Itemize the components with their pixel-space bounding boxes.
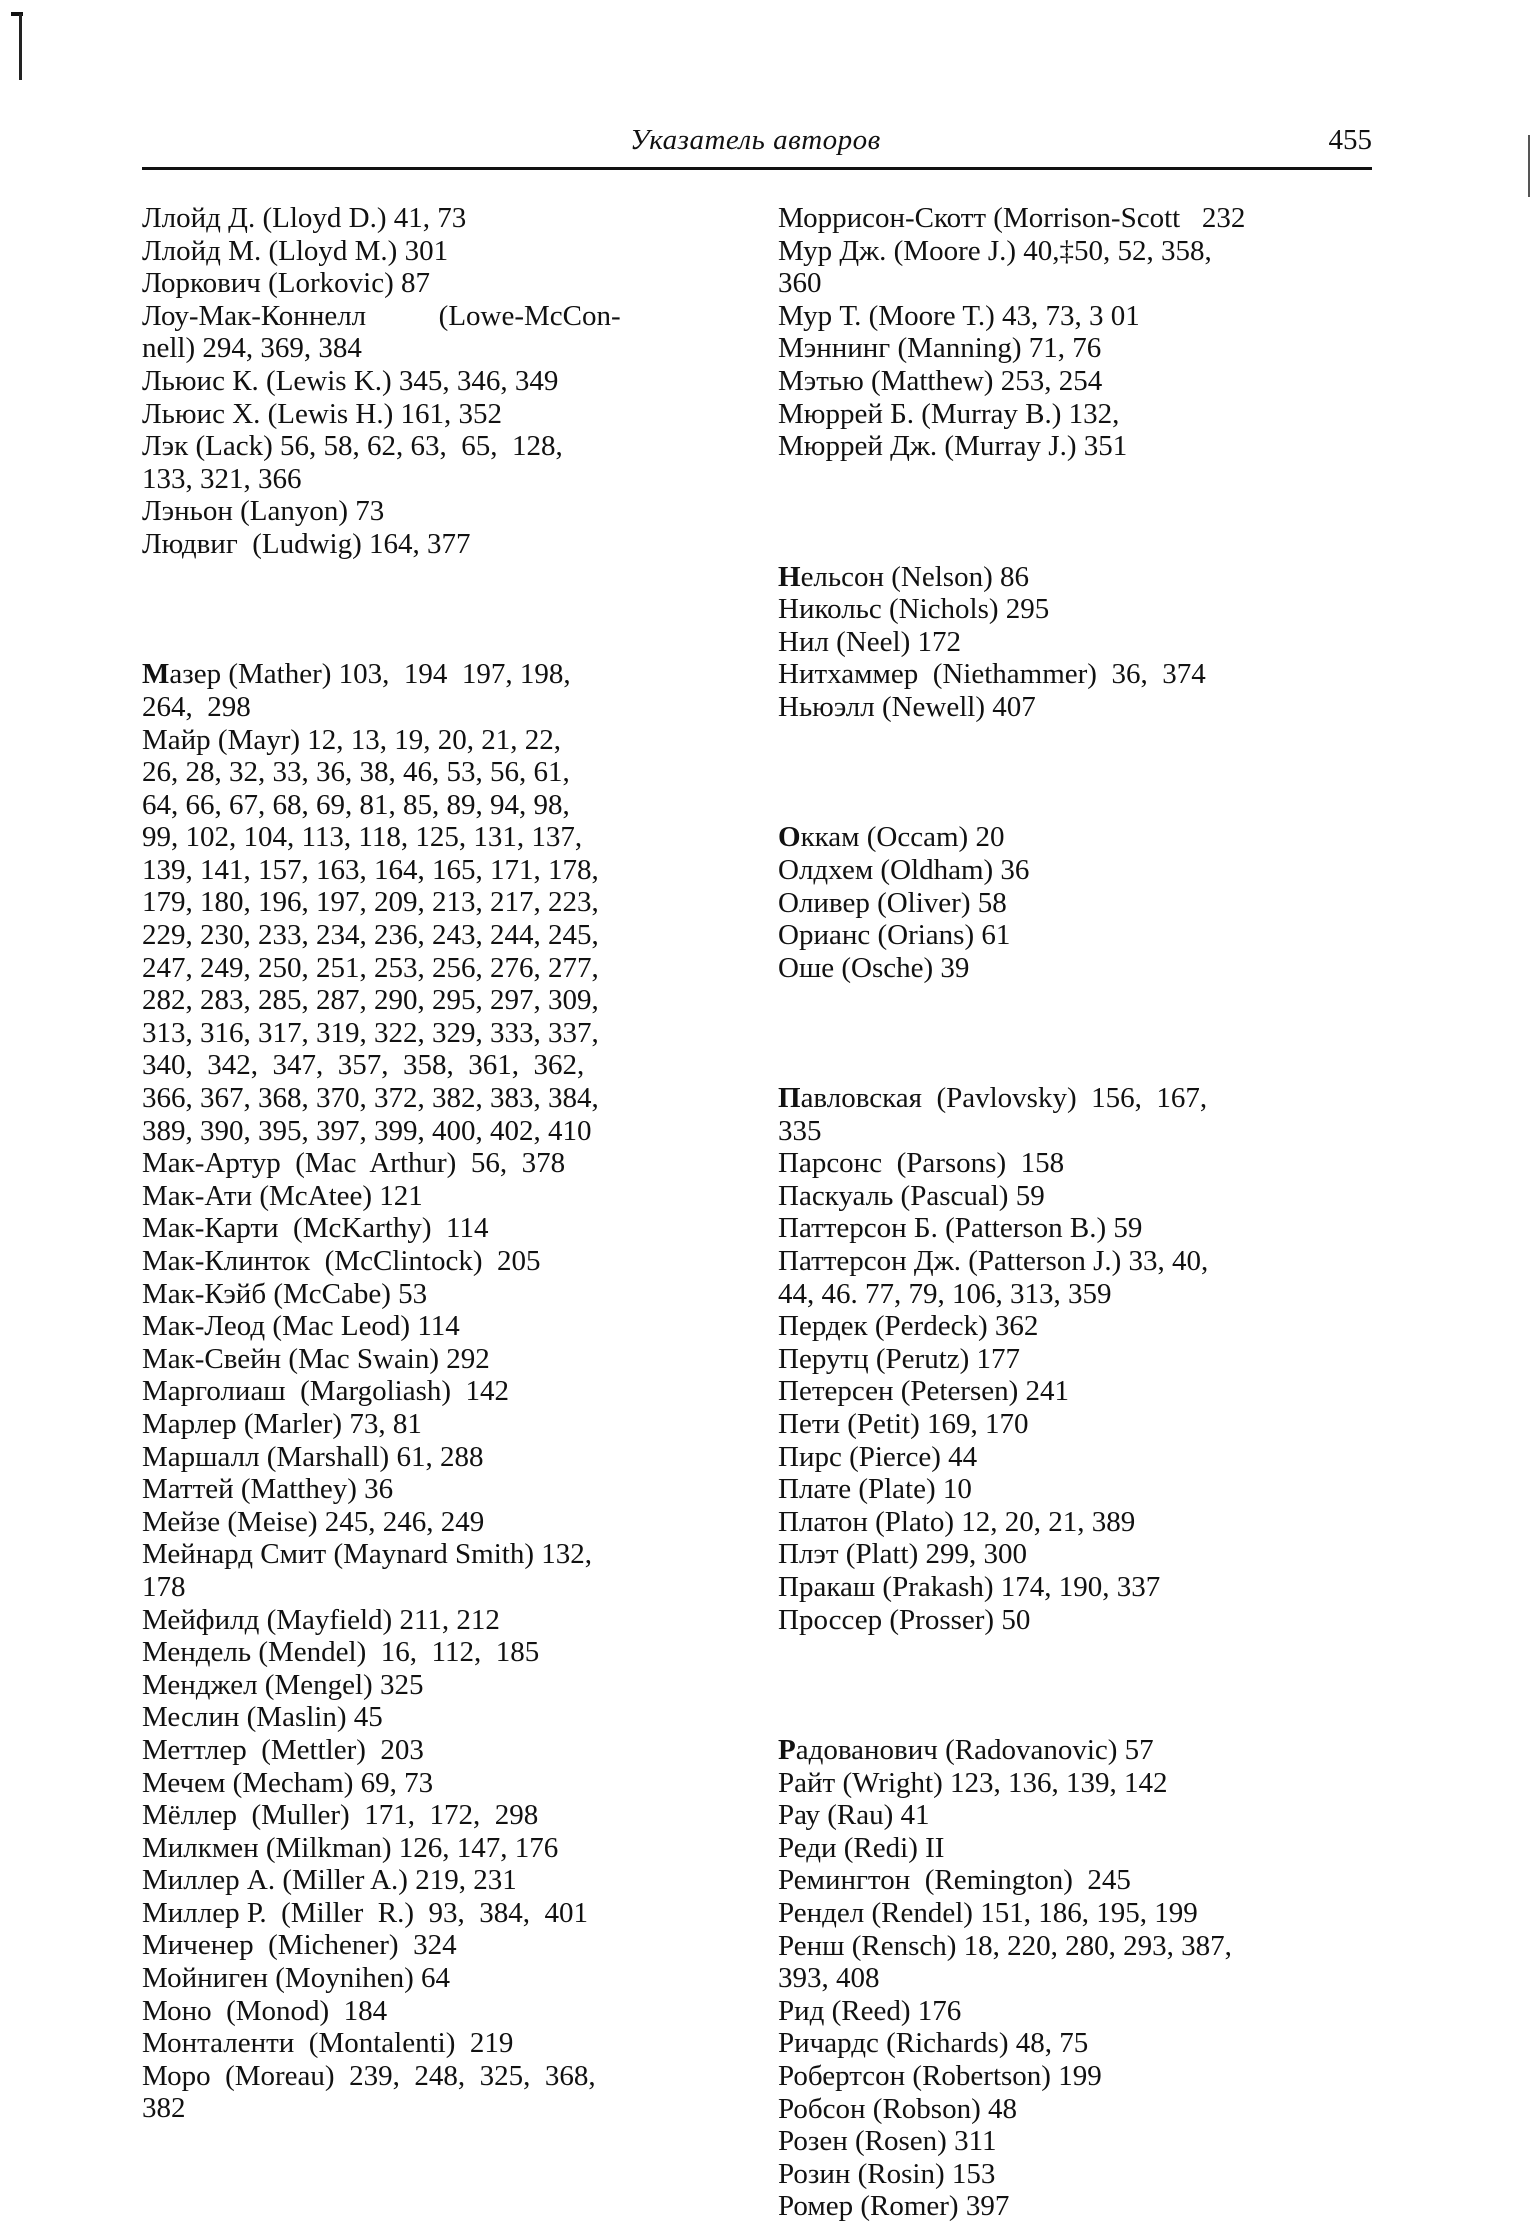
index-entry: Плэт (Platt) 299, 300 — [778, 1538, 1028, 1571]
index-entry-first — [778, 1082, 1358, 1147]
index-entry: Робертсон (Robertson) 199 — [778, 2059, 1102, 2092]
index-entry: Моро (Moreau) 239, 248, 325, 368, 382 — [142, 2059, 596, 2125]
index-entry: Льюис К. (Lewis K.) 345, 346, 349 — [142, 364, 559, 397]
index-entry: Лоркович (Lorkovic) 87 — [142, 267, 430, 300]
group-lead-letter: М — [142, 658, 170, 691]
index-entry: Оливер (Oliver) 58 — [778, 886, 1007, 919]
index-entry-text: авловская (Pavlovsky) 156, 167, 335 — [778, 1082, 1208, 1147]
group-lead-letter: П — [778, 1082, 801, 1115]
group-lead-letter: О — [778, 821, 801, 854]
index-entry: Мак-Клинток (McClintock) 205 — [142, 1245, 541, 1278]
index-entry: Никольс (Nichols) 295 — [778, 593, 1050, 626]
group-spacer — [778, 984, 1358, 1082]
running-title: Указатель авторов — [630, 124, 881, 156]
index-entry: Меслин (Maslin) 45 — [142, 1701, 383, 1734]
index-entry: Проссер (Prosser) 50 — [778, 1603, 1031, 1636]
index-entry: Миллер А. (Miller A.) 219, 231 — [142, 1864, 517, 1897]
index-entry: Нитхаммер (Niethammer) 36, 374 — [778, 658, 1206, 691]
corner-mark-stem — [19, 14, 22, 80]
index-entry: Монталенти (Montalenti) 219 — [142, 2027, 514, 2060]
index-entry: Пети (Petit) 169, 170 — [778, 1408, 1029, 1441]
group-lead-letter: Н — [778, 560, 801, 593]
index-entry: Ллойд Д. (Lloyd D.) 41, 73 — [142, 202, 467, 234]
index-entry: Маршалл (Marshall) 61, 288 — [142, 1440, 484, 1473]
index-entry: Рау (Rau) 41 — [778, 1799, 930, 1832]
index-entry: Мур Т. (Moore T.) 43, 73, 3 01 — [778, 299, 1140, 332]
index-entry-text: азер (Mather) 103, 194 197, 198, 264, 298 — [142, 658, 571, 723]
index-entry: Ллойд М. (Lloyd M.) 301 — [142, 234, 449, 267]
index-entry: Марлер (Marler) 73, 81 — [142, 1407, 422, 1440]
running-head — [142, 118, 1372, 166]
index-entry: Менджел (Mengel) 325 — [142, 1668, 424, 1701]
index-entry: Пирс (Pierce) 44 — [778, 1440, 978, 1473]
index-entry: Мак-Леод (Mac Leod) 114 — [142, 1310, 460, 1343]
index-entry: Мэтью (Matthew) 253, 254 — [778, 364, 1103, 397]
index-group-o — [778, 821, 1358, 984]
index-column-right — [778, 202, 1358, 2223]
header-rule — [142, 167, 1372, 170]
index-entry: Маттей (Matthey) 36 — [142, 1473, 394, 1506]
index-entry: Моррисон-Скотт (Morrison-Scott 232 — [778, 202, 1246, 234]
index-entry: Лоу-Мак-Коннелл (Lowe-McCon- nell) 294, 369, 384 — [142, 299, 621, 365]
index-group-p — [778, 1082, 1358, 1636]
index-entry: Нил (Neel) 172 — [778, 625, 961, 658]
index-entry: Реди (Redi) II — [778, 1831, 945, 1864]
index-entry-first — [778, 561, 1358, 594]
index-entry: Мейнард Смит (Maynard Smith) 132, 178 — [142, 1538, 592, 1603]
index-entry: Мейзе (Meise) 245, 246, 249 — [142, 1505, 485, 1538]
index-entry: Людвиг (Ludwig) 164, 377 — [142, 527, 471, 560]
index-entry: Мейфилд (Mayfield) 211, 212 — [142, 1603, 500, 1636]
index-group-m — [142, 658, 722, 2125]
index-entry: Паттерсон Б. (Patterson B.) 59 — [778, 1212, 1143, 1245]
index-entry: Робсон (Robson) 48 — [778, 2092, 1017, 2125]
index-entry: Мэннинг (Manning) 71, 76 — [778, 332, 1102, 365]
group-spacer — [142, 561, 722, 659]
index-entry: Петерсен (Petersen) 241 — [778, 1375, 1070, 1408]
index-entry-text: ккам (Occam) 20 — [800, 821, 1005, 854]
index-entry: Райт (Wright) 123, 136, 139, 142 — [778, 1766, 1168, 1799]
index-entry: Марголиаш (Margoliash) 142 — [142, 1375, 510, 1408]
index-entry: Розин (Rosin) 153 — [778, 2157, 996, 2190]
index-entry: Оше (Osche) 39 — [778, 951, 970, 984]
index-group-m-continued — [778, 202, 1358, 463]
index-entry-first — [778, 821, 1358, 854]
index-entry: Мендель (Mendel) 16, 112, 185 — [142, 1636, 540, 1669]
index-column-left — [142, 202, 722, 2125]
index-entry: Мечем (Mecham) 69, 73 — [142, 1766, 434, 1799]
index-entry: Рид (Reed) 176 — [778, 1994, 962, 2027]
index-entry: Мур Дж. (Moore J.) 40,‡50, 52, 358, 360 — [778, 234, 1212, 300]
index-entry: Паскуаль (Pascual) 59 — [778, 1179, 1045, 1212]
index-entry: Парсонс (Parsons) 158 — [778, 1147, 1065, 1180]
index-entry: Плате (Plate) 10 — [778, 1473, 972, 1506]
index-entry: Ренш (Rensch) 18, 220, 280, 293, 387, 393, 408 — [778, 1929, 1232, 1995]
index-entry: Миллер Р. (Miller R.) 93, 384, 401 — [142, 1896, 589, 1929]
index-entry: Пракаш (Prakash) 174, 190, 337 — [778, 1570, 1161, 1603]
index-group-n — [778, 561, 1358, 724]
index-entry: Мак-Артур (Mac Arthur) 56, 378 — [142, 1147, 566, 1180]
index-entry: Лэк (Lack) 56, 58, 62, 63, 65, 128, 133, 321, 366 — [142, 430, 563, 495]
group-spacer — [778, 1636, 1358, 1734]
index-entry: Мак-Кэйб (McCabe) 53 — [142, 1277, 428, 1310]
index-entry: Мёллер (Muller) 171, 172, 298 — [142, 1799, 539, 1832]
index-group-r — [778, 1734, 1358, 2223]
index-entry: Ромер (Romer) 397 — [778, 2190, 1010, 2223]
index-entry: Мак-Свейн (Mac Swain) 292 — [142, 1342, 490, 1375]
index-entry: Платон (Plato) 12, 20, 21, 389 — [778, 1505, 1136, 1538]
index-entry-text: адованович (Radovanovic) 57 — [795, 1733, 1154, 1766]
index-entry: Олдхем (Oldham) 36 — [778, 853, 1030, 886]
index-entry: Мак-Ати (McAtee) 121 — [142, 1179, 423, 1212]
index-entry: Пердек (Perdeck) 362 — [778, 1310, 1039, 1343]
group-lead-letter: Р — [778, 1733, 796, 1766]
index-entry: Мойниген (Moynihen) 64 — [142, 1962, 451, 1995]
page-number: 455 — [1328, 124, 1372, 156]
index-entry: Льюис Х. (Lewis H.) 161, 352 — [142, 397, 503, 430]
index-group-l — [142, 202, 722, 561]
group-spacer — [778, 463, 1358, 561]
index-entry-text: ельсон (Nelson) 86 — [800, 560, 1029, 593]
index-entry: Моно (Monod) 184 — [142, 1994, 388, 2027]
index-entry: Ремингтон (Remington) 245 — [778, 1864, 1131, 1897]
index-entry: Майр (Mayr) 12, 13, 19, 20, 21, 22, 26, 28, 32, 33, 36, 38, 46, 53, 56, 61, 64, 66, 67, 68, 69, 81, 85, 89, 94, 98, 99, 102, 104, 113, 118, 125, 131, 137, 139, 141, 157, 163, 164, 165, 171, 178, 179, 180, 196, 197, 209, 213, 217, 223, 229, 230, 233, 234, 236, 243, 244, 245, 247, 249, 250, 251, 253, 256, 276, 277, 282, 283, 285, 287, 290, 295, 297, 309, 313, 316, 317, 319, 322, 329, 333, 337, 340, 342, 347, 357, 358, 361, 362, 366, 367, 368, 370, 372, 382, 383, 384, 389, 390, 395, 397, 399, 400, 402, 410 — [142, 723, 599, 1147]
index-entry: Лэньон (Lanyon) 73 — [142, 495, 385, 528]
index-entry: Миченер (Michener) 324 — [142, 1929, 457, 1962]
index-entry: Паттерсон Дж. (Patterson J.) 33, 40, 44, 46. 77, 79, 106, 313, 359 — [778, 1245, 1209, 1310]
index-entry: Мак-Карти (McKarthy) 114 — [142, 1212, 489, 1245]
index-entry: Мюррей Б. (Murray B.) 132, — [778, 397, 1120, 430]
index-entry-first — [142, 658, 722, 723]
group-spacer — [778, 724, 1358, 822]
index-entry: Ричардс (Richards) 48, 75 — [778, 2027, 1089, 2060]
index-entry: Перутц (Perutz) 177 — [778, 1342, 1021, 1375]
scan-edge-mark — [1528, 135, 1530, 197]
index-entry: Милкмен (Milkman) 126, 147, 176 — [142, 1831, 559, 1864]
index-entry: Розен (Rosen) 311 — [778, 2125, 997, 2158]
index-entry: Мюррей Дж. (Murray J.) 351 — [778, 430, 1128, 463]
index-entry-first — [778, 1734, 1358, 1767]
scan-corner-mark — [8, 12, 36, 86]
index-entry: Орианс (Orians) 61 — [778, 919, 1011, 952]
index-entry: Рендел (Rendel) 151, 186, 195, 199 — [778, 1896, 1198, 1929]
index-entry: Меттлер (Mettler) 203 — [142, 1733, 424, 1766]
index-entry: Ньюэлл (Newell) 407 — [778, 690, 1036, 723]
